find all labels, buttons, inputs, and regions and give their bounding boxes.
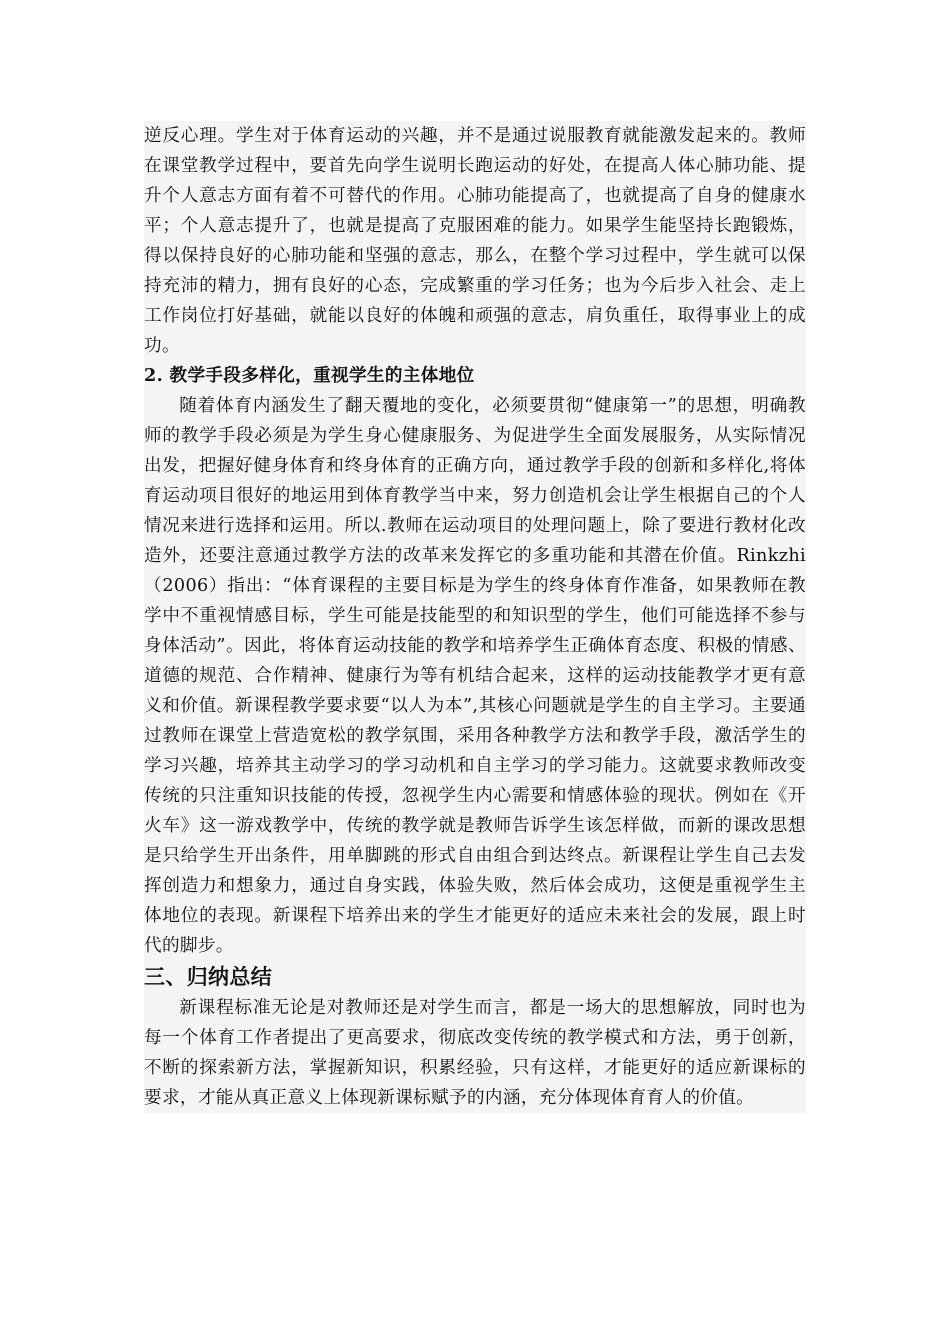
- paragraph-summary: 新课程标准无论是对教师还是对学生而言，都是一场大的思想解放，同时也为每一个体育工作者提出了更高要求，彻底改变传统的教学模式和方法，勇于创新，不断的探索新方法，掌握新知识，积累经验，只有这样，才能更好的适应新课标的要求，才能从真正意义上体现新课标赋予的内涵，充分体现体育育人的价值。: [144, 998, 806, 1108]
- paragraph-teaching-methods: 随着体育内涵发生了翻天覆地的变化，必须要贯彻“健康第一”的思想，明确教师的教学手段必须是为学生身心健康服务、为促进学生全面发展服务，从实际情况出发，把握好健身体育和终身体育的正确方向，通过教学手段的创新和多样化,将体育运动项目很好的地运用到体育教学当中来，努力创造机会让学生根据自己的个人情况来进行选择和运用。所以.教师在运动项目的处理问题上，除了要进行教材化改造外，还要注意通过教学方法的改革来发挥它的多重功能和其潜在价值。Rinkzhi（2006）指出：“体育课程的主要目标是为学生的终身体育作准备，如果教师在教学中不重视情感目标，学生可能是技能型的和知识型的学生，他们可能选择不参与身体活动”。因此，将体育运动技能的教学和培养学生正确体育态度、积极的情感、道德的规范、合作精神、健康行为等有机结合起来，这样的运动技能教学才更有意义和价值。新课程教学要求要“以人为本”,其核心问题就是学生的自主学习。主要通过教师在课堂上营造宽松的教学氛围，采用各种教学方法和教学手段，激活学生的学习兴趣，培养其主动学习的学习动机和自主学习的学习能力。这就要求教师改变传统的只注重知识技能的传授，忽视学生内心需要和情感体验的现状。例如在《开火车》这一游戏教学中，传统的教学就是教师告诉学生该怎样做，而新的课改思想是只给学生开出条件，用单脚跳的形式自由组合到达终点。新课程让学生自己去发挥创造力和想象力，通过自身实践，体验失败，然后体会成功，这便是重视学生主体地位的表现。新课程下培养出来的学生才能更好的适应未来社会的发展，跟上时代的脚步。: [144, 396, 806, 956]
- paragraph-continued: 逆反心理。学生对于体育运动的兴趣，并不是通过说服教育就能激发起来的。教师在课堂教学过程中，要首先向学生说明长跑运动的好处，在提高人体心肺功能、提升个人意志方面有着不可替代的作用。心肺功能提高了，也就提高了自身的健康水平；个人意志提升了，也就是提高了克服困难的能力。如果学生能坚持长跑锻炼，得以保持良好的心肺功能和坚强的意志，那么，在整个学习过程中，学生就可以保持充沛的精力，拥有良好的心态，完成繁重的学习任务；也为今后步入社会、走上工作岗位打好基础，就能以良好的体魄和顽强的意志，肩负重任，取得事业上的成功。: [144, 126, 806, 356]
- document-body: [144, 121, 806, 1113]
- section-heading-summary: 三、归纳总结: [144, 965, 273, 989]
- section-subheading: 2. 教学手段多样化，重视学生的主体地位: [144, 365, 475, 386]
